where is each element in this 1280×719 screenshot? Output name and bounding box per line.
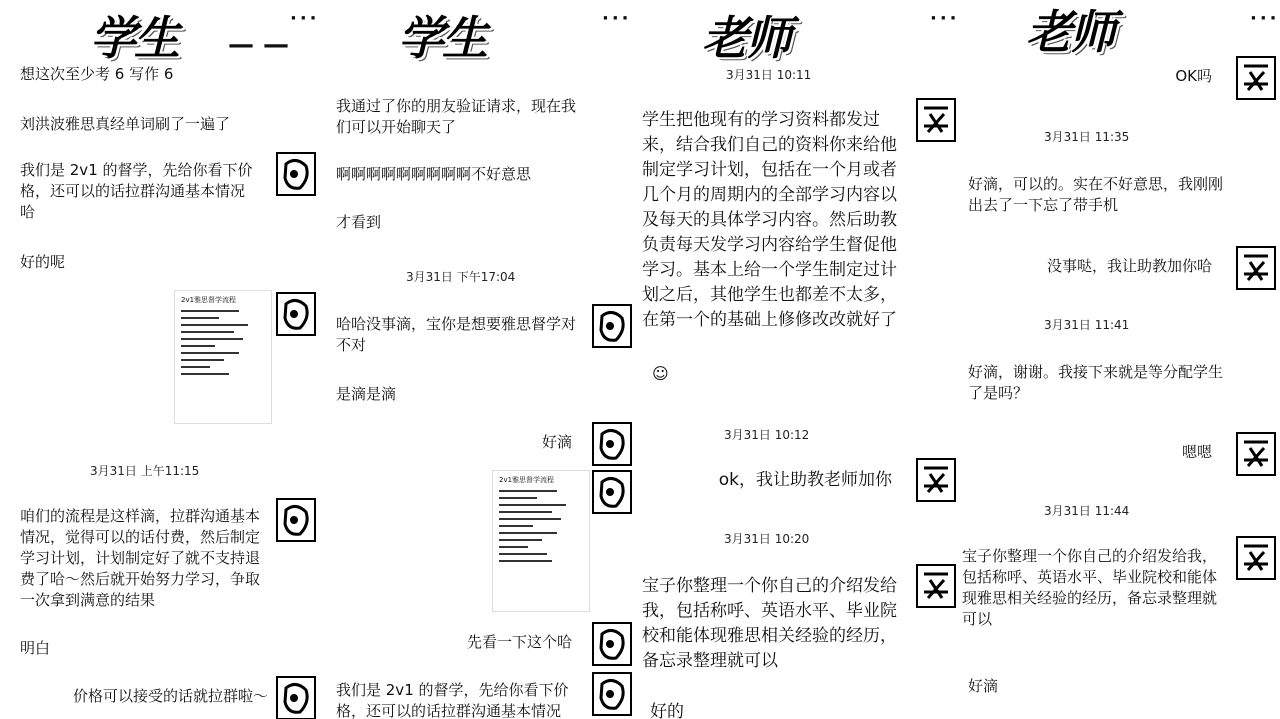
teacher-avatar-icon[interactable] <box>1236 56 1276 100</box>
student-avatar-icon[interactable] <box>276 498 316 542</box>
teacher-avatar-icon[interactable] <box>592 422 632 466</box>
panel-banner: 学生 <box>90 11 178 65</box>
student-avatar-icon[interactable] <box>276 292 316 336</box>
document-preview[interactable] <box>174 290 272 424</box>
message: 啊啊啊啊啊啊啊啊啊不好意思 <box>336 165 532 183</box>
message: 刘洪波雅思真经单词刷了一遍了 <box>20 115 231 133</box>
message: OK吗 <box>1175 67 1212 85</box>
document-preview[interactable] <box>492 470 590 612</box>
emoji-icon: ☺ <box>652 364 669 383</box>
message: 我们是 2v1 的督学，先给你看下价格，还可以的话拉群沟通基本情况 <box>336 681 569 719</box>
message: 好滴，可以的。实在不好意思，我刚刚出去了一下忘了带手机 <box>968 175 1224 214</box>
more-dots-icon[interactable]: ··· <box>930 8 960 29</box>
timestamp: 3月31日 10:11 <box>726 68 812 82</box>
more-dots-icon[interactable]: ··· <box>1250 8 1280 29</box>
divider-dash: — — <box>228 30 290 60</box>
message: 咱们的流程是这样滴，拉群沟通基本情况，觉得可以的话付费，然后制定学习计划，计划制定好了就不支持退费了哈～然后就开始努力学习，争取一次拿到满意的结果 <box>20 507 261 609</box>
doc-title: 2v1雅思督学流程 <box>499 476 555 484</box>
message: 是滴是滴 <box>336 385 397 403</box>
message: 好的呢 <box>20 253 66 271</box>
message: 想这次至少考 6 写作 6 <box>20 65 174 83</box>
teacher-avatar-icon[interactable] <box>1236 432 1276 476</box>
panel-banner: 学生 <box>398 11 486 65</box>
timestamp: 3月31日 下午17:04 <box>406 270 516 284</box>
timestamp: 3月31日 11:41 <box>1044 318 1130 332</box>
timestamp: 3月31日 上午11:15 <box>90 464 200 478</box>
message: 才看到 <box>336 213 382 231</box>
teacher-avatar-icon[interactable] <box>592 672 632 716</box>
more-dots-icon[interactable]: ··· <box>602 8 632 29</box>
chat-panel-4 <box>960 0 1280 719</box>
timestamp: 3月31日 11:35 <box>1044 130 1130 144</box>
teacher-avatar-icon[interactable] <box>592 622 632 666</box>
message: 先看一下这个哈 <box>466 633 572 651</box>
panel-banner: 老师 <box>702 11 790 65</box>
message: 嗯嗯 <box>1181 443 1212 461</box>
message: 宝子你整理一个你自己的介绍发给我，包括称呼、英语水平、毕业院校和能体现雅思相关经验的经历，备忘录整理就可以 <box>962 547 1218 628</box>
chat-panel-1 <box>0 0 320 719</box>
message: 好滴，谢谢。我接下来就是等分配学生了是吗？ <box>968 363 1224 402</box>
teacher-avatar-icon[interactable] <box>1236 246 1276 290</box>
teacher-avatar-icon[interactable] <box>916 98 956 142</box>
teacher-avatar-icon[interactable] <box>1236 536 1276 580</box>
student-avatar-icon[interactable] <box>276 676 316 719</box>
message: 明白 <box>20 639 51 657</box>
doc-title: 2v1雅思督学流程 <box>181 296 237 304</box>
teacher-avatar-icon[interactable] <box>592 470 632 514</box>
message: 好滴 <box>968 677 999 695</box>
message: 哈哈没事滴，宝你是想要雅思督学对不对 <box>336 315 577 354</box>
teacher-avatar-icon[interactable] <box>916 458 956 502</box>
more-dots-icon[interactable]: ··· <box>290 8 320 29</box>
message: 我通过了你的朋友验证请求，现在我们可以开始聊天了 <box>336 97 577 136</box>
message: 没事哒，我让助教加你哈 <box>1046 257 1212 275</box>
message: ok，我让助教老师加你 <box>718 470 892 490</box>
message: 学生把他现有的学习资料都发过来，结合我们自己的资料你来给他制定学习计划，包括在一个月或者几个月的周期内的全部学习内容以及每天的具体学习内容。然后助教负责每天发学习内容给学生督促他学习。基本上给一个学生制定过计划之后，其他学生也都差不太多，在第一个的基础上修修改改就好了 <box>642 110 897 330</box>
teacher-avatar-icon[interactable] <box>592 304 632 348</box>
chat-panel-2 <box>320 0 640 719</box>
timestamp: 3月31日 11:44 <box>1044 504 1130 518</box>
panel-banner: 老师 <box>1026 5 1114 59</box>
message: 宝子你整理一个你自己的介绍发给我，包括称呼、英语水平、毕业院校和能体现雅思相关经验的经历，备忘录整理就可以 <box>642 576 897 671</box>
message: 我们是 2v1 的督学，先给你看下价格，还可以的话拉群沟通基本情况哈 <box>20 161 253 221</box>
chat-panel-3 <box>640 0 960 719</box>
message: 好的 <box>650 702 684 719</box>
message: 价格可以接受的话就拉群啦～ <box>72 687 268 705</box>
teacher-avatar-icon[interactable] <box>916 564 956 608</box>
student-avatar-icon[interactable] <box>276 152 316 196</box>
timestamp: 3月31日 10:12 <box>724 428 810 442</box>
message: 好滴 <box>541 433 572 451</box>
timestamp: 3月31日 10:20 <box>724 532 810 546</box>
